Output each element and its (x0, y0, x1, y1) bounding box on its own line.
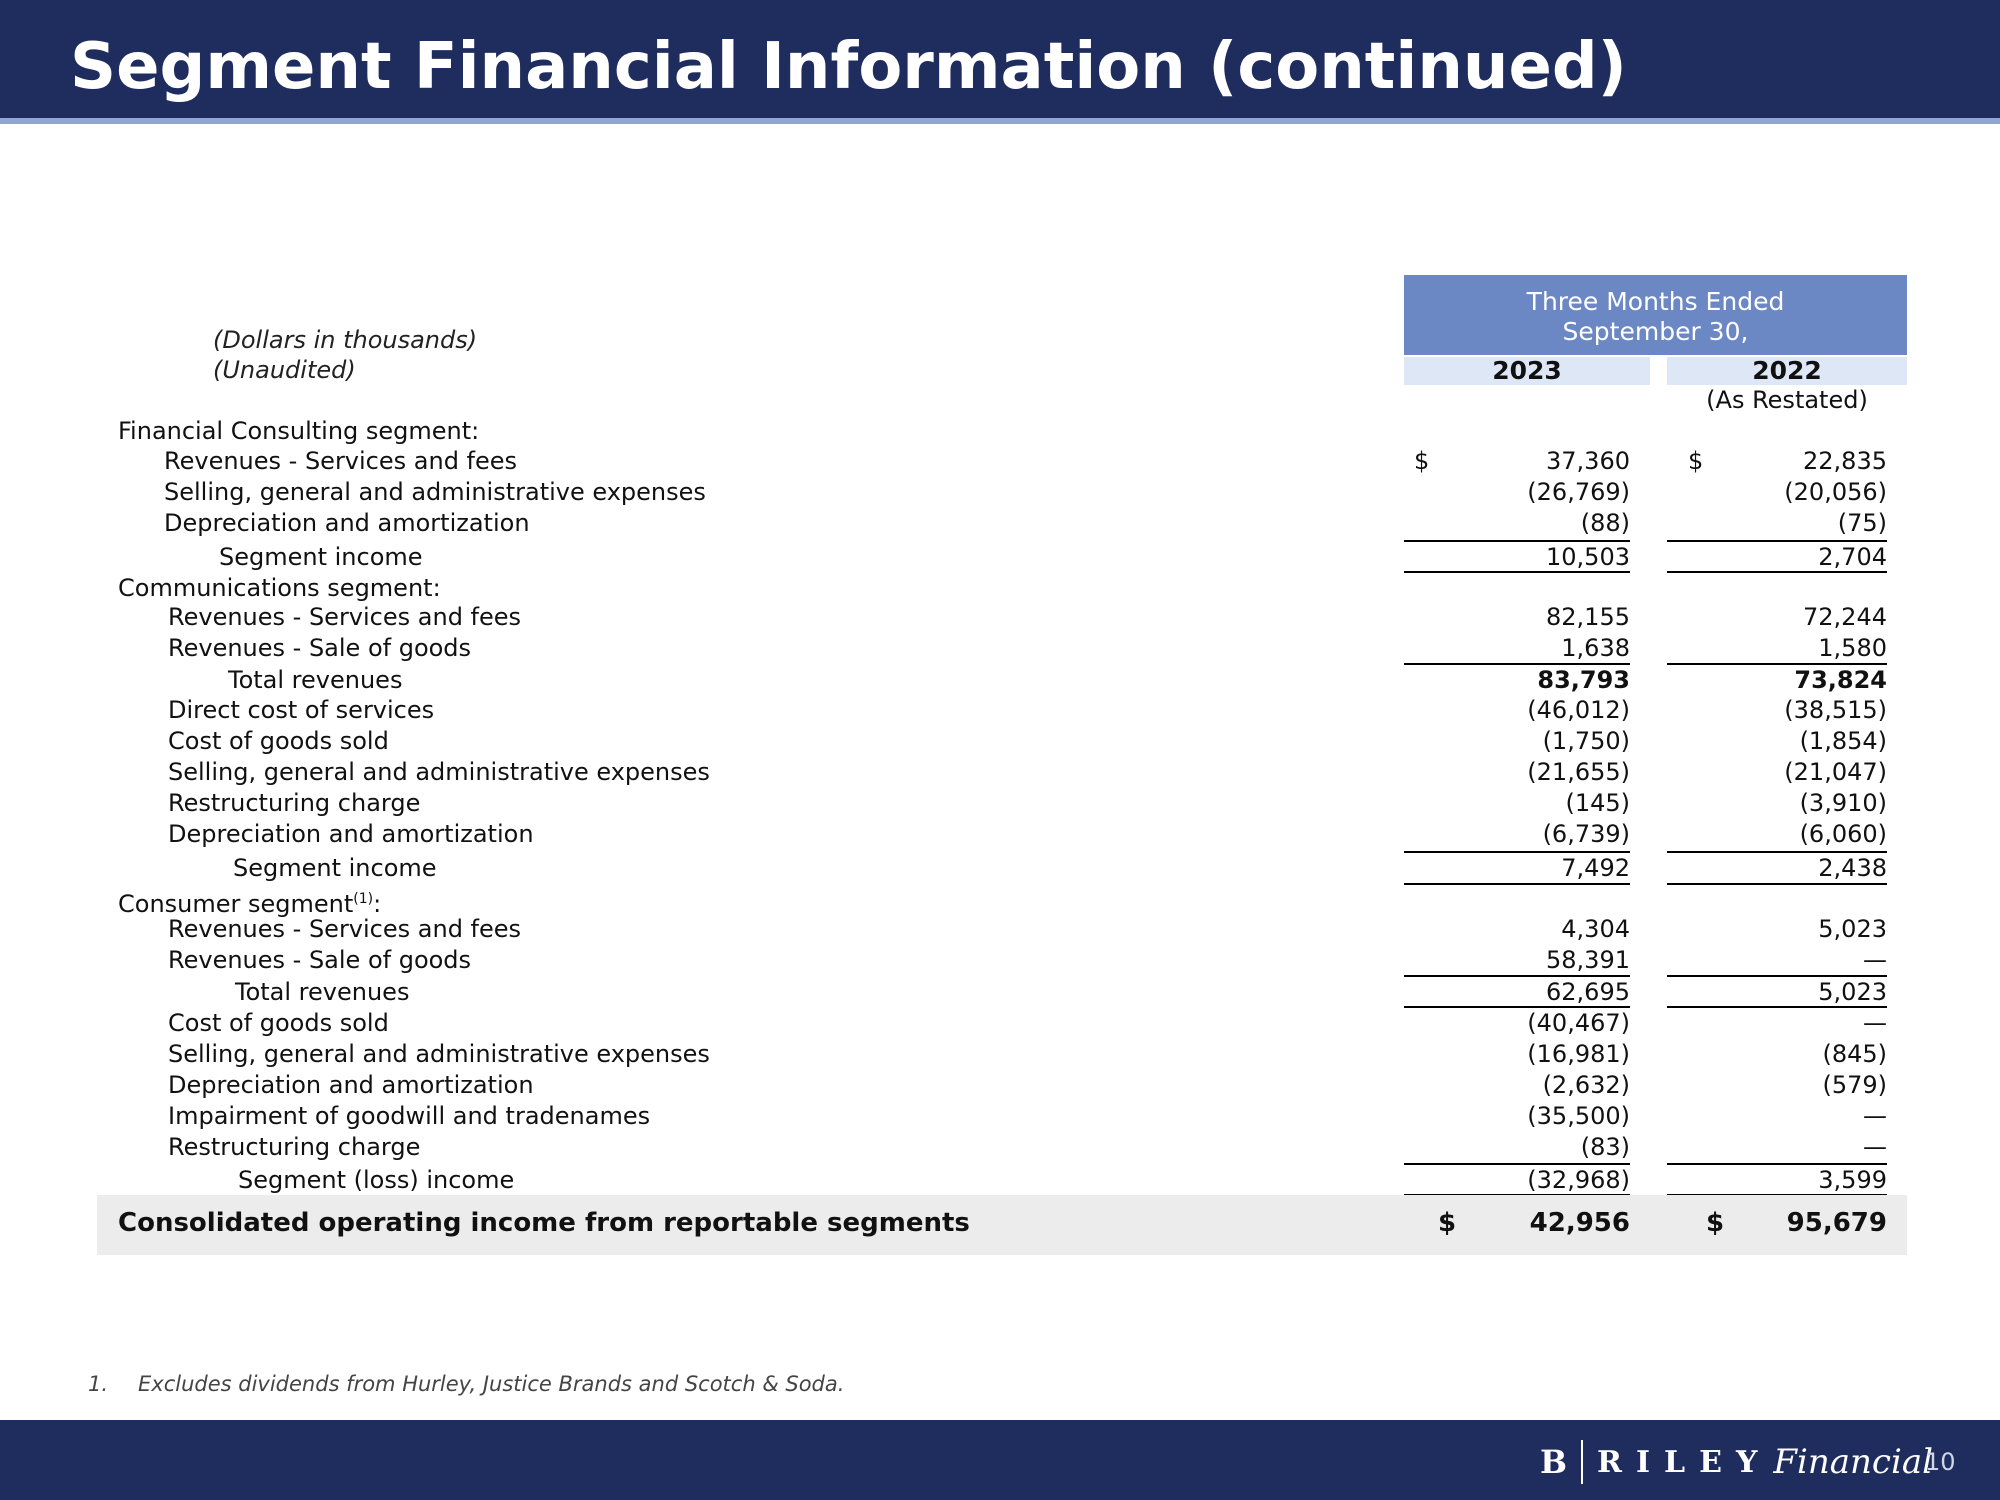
footnote-text: Excludes dividends from Hurley, Justice Brands and Scotch & Soda. (138, 1372, 845, 1396)
units-note: (Dollars in thousands) (213, 326, 478, 354)
row-label: Selling, general and administrative expenses (168, 1040, 710, 1068)
footnote-number: 1. (88, 1372, 109, 1396)
row-label: Direct cost of services (168, 696, 435, 724)
value-2022: (20,056) (1784, 478, 1887, 506)
value-2022: 73,824 (1794, 666, 1887, 694)
row-label: Depreciation and amortization (168, 1071, 534, 1099)
value-2023: (40,467) (1527, 1009, 1630, 1037)
value-2022: — (1863, 1102, 1887, 1130)
row-label: Segment (loss) income (238, 1166, 515, 1194)
table-row (0, 416, 2000, 447)
value-2023: 58,391 (1546, 946, 1630, 974)
value-2022: 22,835 (1803, 447, 1887, 475)
value-2023: (21,655) (1527, 758, 1630, 786)
table-row (0, 446, 2000, 477)
value-2022: (579) (1822, 1071, 1887, 1099)
table-row (0, 695, 2000, 726)
period-header-line2: September 30, (1562, 317, 1749, 346)
value-2023: 1,638 (1561, 634, 1630, 662)
logo-financial: Financial (1773, 1442, 1933, 1482)
row-label: Segment income (233, 854, 437, 882)
value-2023: (6,739) (1542, 820, 1630, 848)
row-label: Cost of goods sold (168, 727, 389, 755)
section-heading: Financial Consulting segment: (118, 417, 480, 445)
row-label: Depreciation and amortization (164, 509, 530, 537)
table-row (0, 573, 2000, 604)
year-2022-header: 2022 (1667, 357, 1907, 385)
header-accent-line (0, 118, 2000, 124)
consolidated-label: Consolidated operating income from reportable segments (118, 1208, 970, 1238)
value-2022: — (1863, 946, 1887, 974)
row-label: Segment income (219, 543, 423, 571)
unaudited-note: (Unaudited) (213, 356, 356, 384)
table-row (0, 914, 2000, 945)
value-2022: 1,580 (1818, 634, 1887, 662)
value-2023: (16,981) (1527, 1040, 1630, 1068)
value-2022: (845) (1822, 1040, 1887, 1068)
footnote-marker: (1) (353, 891, 374, 907)
value-2023: (88) (1580, 509, 1630, 537)
row-label: Depreciation and amortization (168, 820, 534, 848)
period-header-line1: Three Months Ended (1526, 287, 1785, 316)
table-row (0, 508, 2000, 539)
value-2023: (2,632) (1542, 1071, 1630, 1099)
table-row (0, 884, 2000, 918)
table-row (0, 542, 2000, 573)
table-row (0, 1132, 2000, 1163)
value-2023: 37,360 (1546, 447, 1630, 475)
table-row (0, 1165, 2000, 1196)
table-row (0, 477, 2000, 508)
table-row (0, 1039, 2000, 1070)
row-label: Impairment of goodwill and tradenames (168, 1102, 651, 1130)
value-2022: 2,704 (1818, 543, 1887, 571)
section-heading: Communications segment: (118, 574, 441, 602)
value-2023: (32,968) (1527, 1166, 1630, 1194)
currency-symbol: $ (1688, 447, 1704, 475)
section-heading-colon: : (373, 890, 382, 918)
table-row (0, 602, 2000, 633)
currency-symbol: $ (1414, 447, 1430, 475)
value-2023: 4,304 (1561, 915, 1630, 943)
value-2023: 10,503 (1546, 543, 1630, 571)
table-row (0, 757, 2000, 788)
value-2022: — (1863, 1009, 1887, 1037)
logo-riley: RILEY (1597, 1444, 1772, 1480)
row-label: Selling, general and administrative expenses (168, 758, 710, 786)
value-2022: (21,047) (1784, 758, 1887, 786)
value-2022: 72,244 (1803, 603, 1887, 631)
currency-symbol: $ (1438, 1208, 1457, 1238)
page-number: 10 (1925, 1448, 1956, 1476)
table-row (0, 1101, 2000, 1132)
table-row (0, 819, 2000, 850)
value-2023: (145) (1565, 789, 1630, 817)
table-row (0, 665, 2000, 696)
row-label: Restructuring charge (168, 1133, 421, 1161)
consolidated-value-2023: 42,956 (1529, 1208, 1630, 1238)
value-2023: (83) (1580, 1133, 1630, 1161)
logo-letter-b: B (1540, 1443, 1568, 1481)
row-label: Revenues - Services and fees (164, 447, 518, 475)
table-row (0, 977, 2000, 1008)
row-label: Total revenues (235, 978, 410, 1006)
consolidated-value-2022: 95,679 (1786, 1208, 1887, 1238)
value-2022: (6,060) (1799, 820, 1887, 848)
row-label: Selling, general and administrative expenses (164, 478, 706, 506)
row-label: Total revenues (228, 666, 403, 694)
value-2022: — (1863, 1133, 1887, 1161)
row-label: Revenues - Sale of goods (168, 946, 472, 974)
value-2023: (46,012) (1527, 696, 1630, 724)
page-title: Segment Financial Information (continued) (70, 30, 1627, 104)
as-restated-note: (As Restated) (1706, 386, 1868, 414)
currency-symbol: $ (1706, 1208, 1725, 1238)
value-2023: (26,769) (1527, 478, 1630, 506)
value-2022: 5,023 (1818, 978, 1887, 1006)
value-2022: (38,515) (1784, 696, 1887, 724)
table-row (0, 788, 2000, 819)
table-row (0, 633, 2000, 664)
section-heading-text: Consumer segment (118, 890, 354, 918)
row-label: Revenues - Services and fees (168, 603, 522, 631)
period-header (1404, 275, 1907, 355)
value-2022: (3,910) (1799, 789, 1887, 817)
value-2022: (75) (1837, 509, 1887, 537)
year-2023-header: 2023 (1404, 357, 1650, 385)
value-2022: 3,599 (1818, 1166, 1887, 1194)
value-2022: 5,023 (1818, 915, 1887, 943)
row-label: Cost of goods sold (168, 1009, 389, 1037)
table-row (0, 1070, 2000, 1101)
value-2023: 83,793 (1537, 666, 1630, 694)
value-2023: 82,155 (1546, 603, 1630, 631)
table-row (0, 1008, 2000, 1039)
value-2023: (35,500) (1527, 1102, 1630, 1130)
value-2023: 7,492 (1561, 854, 1630, 882)
logo-divider (1581, 1440, 1583, 1484)
table-row (0, 726, 2000, 757)
table-row (0, 945, 2000, 976)
value-2022: (1,854) (1799, 727, 1887, 755)
table-row (0, 853, 2000, 884)
value-2023: (1,750) (1542, 727, 1630, 755)
company-logo (1540, 1440, 1933, 1484)
row-label: Restructuring charge (168, 789, 421, 817)
value-2022: 2,438 (1818, 854, 1887, 882)
row-label: Revenues - Services and fees (168, 915, 522, 943)
value-2023: 62,695 (1546, 978, 1630, 1006)
row-label: Revenues - Sale of goods (168, 634, 472, 662)
